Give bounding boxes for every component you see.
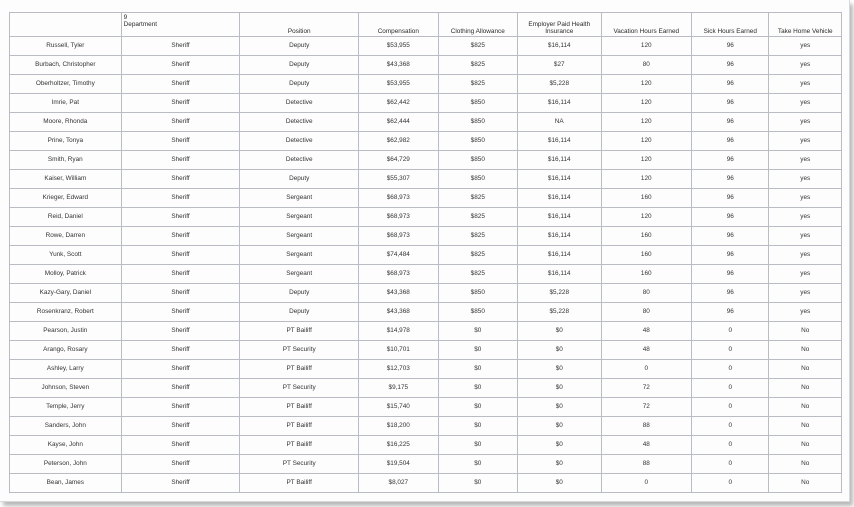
cell-sick: 0	[692, 341, 769, 360]
cell-health: $16,114	[518, 265, 602, 284]
cell-vacation: 160	[601, 246, 692, 265]
cell-health: $0	[518, 455, 602, 474]
header-cell-health: Employer Paid Health Insurance	[518, 13, 602, 37]
cell-vacation: 120	[601, 75, 692, 94]
table-row	[10, 151, 842, 170]
cell-sick: 0	[692, 455, 769, 474]
cell-clothing: $850	[438, 170, 517, 189]
cell-compensation: $68,973	[359, 265, 438, 284]
cell-clothing: $0	[438, 436, 517, 455]
cell-health: $0	[518, 360, 602, 379]
cell-vehicle: yes	[769, 94, 842, 113]
cell-department: Sheriff	[121, 132, 240, 151]
cell-position: PT Security	[240, 341, 359, 360]
table-row	[10, 265, 842, 284]
cell-compensation: $62,982	[359, 132, 438, 151]
cell-compensation: $68,973	[359, 189, 438, 208]
cell-name: Prine, Tonya	[10, 132, 122, 151]
table-row	[10, 284, 842, 303]
cell-name: Kayse, John	[10, 436, 122, 455]
cell-health: $16,114	[518, 151, 602, 170]
header-cell-vacation: Vacation Hours Earned	[601, 13, 692, 37]
table-row	[10, 303, 842, 322]
cell-health: $0	[518, 417, 602, 436]
cell-department: Sheriff	[121, 379, 240, 398]
cell-sick: 96	[692, 151, 769, 170]
cell-department: Sheriff	[121, 284, 240, 303]
cell-department: Sheriff	[121, 341, 240, 360]
cell-position: Deputy	[240, 284, 359, 303]
header-cell-position: Position	[240, 13, 359, 37]
table-row	[10, 37, 842, 56]
cell-position: PT Bailiff	[240, 474, 359, 493]
cell-health: $16,114	[518, 170, 602, 189]
table-row	[10, 474, 842, 493]
cell-vehicle: yes	[769, 132, 842, 151]
table-body	[10, 37, 842, 493]
cell-name: Sanders, John	[10, 417, 122, 436]
table-row	[10, 398, 842, 417]
cell-vehicle: yes	[769, 284, 842, 303]
cell-vacation: 160	[601, 265, 692, 284]
cell-compensation: $18,200	[359, 417, 438, 436]
cell-name: Ashley, Larry	[10, 360, 122, 379]
cell-name: Kazy-Gary, Daniel	[10, 284, 122, 303]
cell-clothing: $0	[438, 379, 517, 398]
column-header-label: Department	[123, 21, 158, 29]
cell-sick: 96	[692, 189, 769, 208]
cell-vacation: 48	[601, 341, 692, 360]
cell-department: Sheriff	[121, 113, 240, 132]
cell-department: Sheriff	[121, 417, 240, 436]
cell-department: Sheriff	[121, 208, 240, 227]
cell-clothing: $825	[438, 227, 517, 246]
cell-sick: 0	[692, 417, 769, 436]
cell-vehicle: yes	[769, 246, 842, 265]
cell-vehicle: No	[769, 322, 842, 341]
cell-position: Detective	[240, 113, 359, 132]
cell-compensation: $62,444	[359, 113, 438, 132]
cell-vacation: 48	[601, 436, 692, 455]
cell-vacation: 72	[601, 398, 692, 417]
header-cell-vehicle: Take Home Vehicle	[769, 13, 842, 37]
cell-vehicle: yes	[769, 151, 842, 170]
cell-vacation: 120	[601, 37, 692, 56]
cell-vehicle: No	[769, 455, 842, 474]
cell-sick: 96	[692, 75, 769, 94]
cell-health: NA	[518, 113, 602, 132]
header-row	[10, 13, 842, 37]
cell-vehicle: yes	[769, 227, 842, 246]
cell-department: Sheriff	[121, 265, 240, 284]
cell-health: $0	[518, 398, 602, 417]
table-row	[10, 246, 842, 265]
cell-clothing: $850	[438, 151, 517, 170]
cell-name: Rosenkranz, Robert	[10, 303, 122, 322]
cell-department: Sheriff	[121, 56, 240, 75]
cell-position: Sergeant	[240, 227, 359, 246]
employee-compensation-table	[9, 12, 842, 493]
cell-vacation: 80	[601, 56, 692, 75]
cell-position: PT Bailiff	[240, 398, 359, 417]
cell-sick: 96	[692, 284, 769, 303]
cell-department: Sheriff	[121, 94, 240, 113]
cell-health: $0	[518, 474, 602, 493]
cell-name: Kaiser, William	[10, 170, 122, 189]
cell-compensation: $53,955	[359, 37, 438, 56]
corner-label: 9	[123, 14, 128, 21]
cell-position: Sergeant	[240, 265, 359, 284]
cell-name: Burbach, Christopher	[10, 56, 122, 75]
cell-sick: 96	[692, 132, 769, 151]
cell-clothing: $825	[438, 246, 517, 265]
table-row	[10, 341, 842, 360]
cell-health: $5,228	[518, 75, 602, 94]
cell-clothing: $825	[438, 208, 517, 227]
cell-compensation: $53,955	[359, 75, 438, 94]
cell-health: $0	[518, 436, 602, 455]
cell-clothing: $850	[438, 303, 517, 322]
cell-sick: 0	[692, 360, 769, 379]
cell-clothing: $850	[438, 284, 517, 303]
cell-vehicle: yes	[769, 303, 842, 322]
table-row	[10, 208, 842, 227]
cell-vacation: 120	[601, 94, 692, 113]
cell-health: $0	[518, 379, 602, 398]
cell-vacation: 88	[601, 417, 692, 436]
cell-position: Deputy	[240, 170, 359, 189]
cell-position: PT Security	[240, 379, 359, 398]
cell-compensation: $16,225	[359, 436, 438, 455]
cell-sick: 0	[692, 379, 769, 398]
cell-sick: 96	[692, 113, 769, 132]
cell-position: Sergeant	[240, 189, 359, 208]
cell-vacation: 0	[601, 360, 692, 379]
cell-vacation: 80	[601, 284, 692, 303]
cell-name: Reid, Daniel	[10, 208, 122, 227]
cell-clothing: $850	[438, 113, 517, 132]
cell-health: $5,228	[518, 303, 602, 322]
cell-clothing: $825	[438, 75, 517, 94]
cell-compensation: $74,484	[359, 246, 438, 265]
cell-department: Sheriff	[121, 398, 240, 417]
cell-position: PT Bailiff	[240, 436, 359, 455]
cell-compensation: $43,368	[359, 284, 438, 303]
cell-clothing: $0	[438, 322, 517, 341]
cell-sick: 96	[692, 265, 769, 284]
cell-position: Detective	[240, 151, 359, 170]
cell-vehicle: yes	[769, 37, 842, 56]
table-row	[10, 56, 842, 75]
cell-position: Deputy	[240, 56, 359, 75]
cell-compensation: $9,175	[359, 379, 438, 398]
cell-position: Detective	[240, 132, 359, 151]
cell-name: Molloy, Patrick	[10, 265, 122, 284]
cell-compensation: $19,504	[359, 455, 438, 474]
cell-health: $0	[518, 341, 602, 360]
cell-name: Temple, Jerry	[10, 398, 122, 417]
cell-vehicle: No	[769, 341, 842, 360]
cell-health: $16,114	[518, 94, 602, 113]
cell-department: Sheriff	[121, 303, 240, 322]
cell-name: Krieger, Edward	[10, 189, 122, 208]
cell-sick: 96	[692, 227, 769, 246]
cell-compensation: $68,973	[359, 227, 438, 246]
cell-name: Pearson, Justin	[10, 322, 122, 341]
cell-clothing: $0	[438, 474, 517, 493]
cell-position: PT Security	[240, 455, 359, 474]
header-cell-clothing: Clothing Allowance	[438, 13, 517, 37]
cell-department: Sheriff	[121, 436, 240, 455]
cell-compensation: $8,027	[359, 474, 438, 493]
cell-name: Johnson, Steven	[10, 379, 122, 398]
cell-department: Sheriff	[121, 189, 240, 208]
cell-name: Rowe, Darren	[10, 227, 122, 246]
table-row	[10, 322, 842, 341]
cell-sick: 96	[692, 37, 769, 56]
cell-health: $16,114	[518, 246, 602, 265]
cell-vehicle: yes	[769, 208, 842, 227]
cell-position: Deputy	[240, 37, 359, 56]
cell-sick: 0	[692, 436, 769, 455]
cell-sick: 0	[692, 474, 769, 493]
cell-vehicle: yes	[769, 170, 842, 189]
cell-sick: 0	[692, 398, 769, 417]
cell-department: Sheriff	[121, 151, 240, 170]
cell-vehicle: No	[769, 398, 842, 417]
cell-name: Moore, Rhonda	[10, 113, 122, 132]
cell-position: Sergeant	[240, 208, 359, 227]
cell-clothing: $0	[438, 417, 517, 436]
table-row	[10, 379, 842, 398]
table-row	[10, 455, 842, 474]
cell-vehicle: yes	[769, 189, 842, 208]
table-row	[10, 189, 842, 208]
header-cell-sick: Sick Hours Earned	[692, 13, 769, 37]
cell-clothing: $825	[438, 189, 517, 208]
cell-vehicle: yes	[769, 56, 842, 75]
cell-compensation: $62,442	[359, 94, 438, 113]
cell-vacation: 120	[601, 113, 692, 132]
header-cell-name	[10, 13, 122, 37]
table-row	[10, 113, 842, 132]
cell-position: PT Bailiff	[240, 417, 359, 436]
cell-position: PT Bailiff	[240, 322, 359, 341]
table-row	[10, 170, 842, 189]
cell-vehicle: No	[769, 417, 842, 436]
cell-vacation: 120	[601, 170, 692, 189]
cell-compensation: $12,703	[359, 360, 438, 379]
cell-sick: 96	[692, 303, 769, 322]
cell-clothing: $825	[438, 265, 517, 284]
table-row	[10, 227, 842, 246]
cell-name: Peterson, John	[10, 455, 122, 474]
cell-department: Sheriff	[121, 170, 240, 189]
cell-health: $16,114	[518, 208, 602, 227]
cell-vehicle: No	[769, 436, 842, 455]
header-cell-compensation: Compensation	[359, 13, 438, 37]
cell-clothing: $825	[438, 37, 517, 56]
cell-vacation: 160	[601, 189, 692, 208]
cell-health: $16,114	[518, 132, 602, 151]
cell-compensation: $10,701	[359, 341, 438, 360]
cell-health: $27	[518, 56, 602, 75]
cell-clothing: $850	[438, 94, 517, 113]
cell-department: Sheriff	[121, 75, 240, 94]
table-header	[10, 13, 842, 37]
cell-vacation: 88	[601, 455, 692, 474]
cell-sick: 0	[692, 322, 769, 341]
cell-department: Sheriff	[121, 37, 240, 56]
cell-name: Oberholtzer, Timothy	[10, 75, 122, 94]
cell-sick: 96	[692, 246, 769, 265]
cell-clothing: $850	[438, 132, 517, 151]
cell-vacation: 80	[601, 303, 692, 322]
cell-position: PT Bailiff	[240, 360, 359, 379]
cell-vacation: 72	[601, 379, 692, 398]
cell-vehicle: No	[769, 474, 842, 493]
cell-clothing: $0	[438, 341, 517, 360]
cell-vehicle: No	[769, 379, 842, 398]
cell-health: $16,114	[518, 37, 602, 56]
cell-name: Imrie, Pat	[10, 94, 122, 113]
cell-clothing: $825	[438, 56, 517, 75]
cell-compensation: $64,729	[359, 151, 438, 170]
cell-health: $16,114	[518, 189, 602, 208]
cell-vehicle: yes	[769, 113, 842, 132]
cell-clothing: $0	[438, 398, 517, 417]
cell-department: Sheriff	[121, 322, 240, 341]
cell-position: Sergeant	[240, 246, 359, 265]
cell-department: Sheriff	[121, 360, 240, 379]
cell-name: Arango, Rosary	[10, 341, 122, 360]
cell-position: Detective	[240, 94, 359, 113]
cell-health: $5,228	[518, 284, 602, 303]
cell-health: $16,114	[518, 227, 602, 246]
cell-name: Yunk, Scott	[10, 246, 122, 265]
cell-department: Sheriff	[121, 455, 240, 474]
cell-position: Deputy	[240, 303, 359, 322]
cell-vehicle: yes	[769, 265, 842, 284]
cell-compensation: $43,368	[359, 56, 438, 75]
cell-clothing: $0	[438, 455, 517, 474]
cell-compensation: $55,307	[359, 170, 438, 189]
cell-vacation: 0	[601, 474, 692, 493]
cell-compensation: $43,368	[359, 303, 438, 322]
header-cell-department	[121, 13, 240, 37]
cell-vacation: 160	[601, 227, 692, 246]
table-row	[10, 132, 842, 151]
table-row	[10, 360, 842, 379]
cell-vacation: 48	[601, 322, 692, 341]
cell-vacation: 120	[601, 151, 692, 170]
cell-vacation: 120	[601, 132, 692, 151]
cell-sick: 96	[692, 56, 769, 75]
cell-position: Deputy	[240, 75, 359, 94]
cell-department: Sheriff	[121, 227, 240, 246]
cell-sick: 96	[692, 208, 769, 227]
cell-department: Sheriff	[121, 246, 240, 265]
cell-vehicle: yes	[769, 75, 842, 94]
cell-vehicle: No	[769, 360, 842, 379]
cell-name: Bean, James	[10, 474, 122, 493]
cell-compensation: $14,978	[359, 322, 438, 341]
cell-clothing: $0	[438, 360, 517, 379]
cell-health: $0	[518, 322, 602, 341]
table-row	[10, 75, 842, 94]
table-row	[10, 417, 842, 436]
cell-name: Smith, Ryan	[10, 151, 122, 170]
cell-name: Russell, Tyler	[10, 37, 122, 56]
cell-sick: 96	[692, 94, 769, 113]
cell-sick: 96	[692, 170, 769, 189]
cell-compensation: $68,973	[359, 208, 438, 227]
cell-department: Sheriff	[121, 474, 240, 493]
table-row	[10, 94, 842, 113]
cell-compensation: $15,740	[359, 398, 438, 417]
table-row	[10, 436, 842, 455]
cell-vacation: 120	[601, 208, 692, 227]
